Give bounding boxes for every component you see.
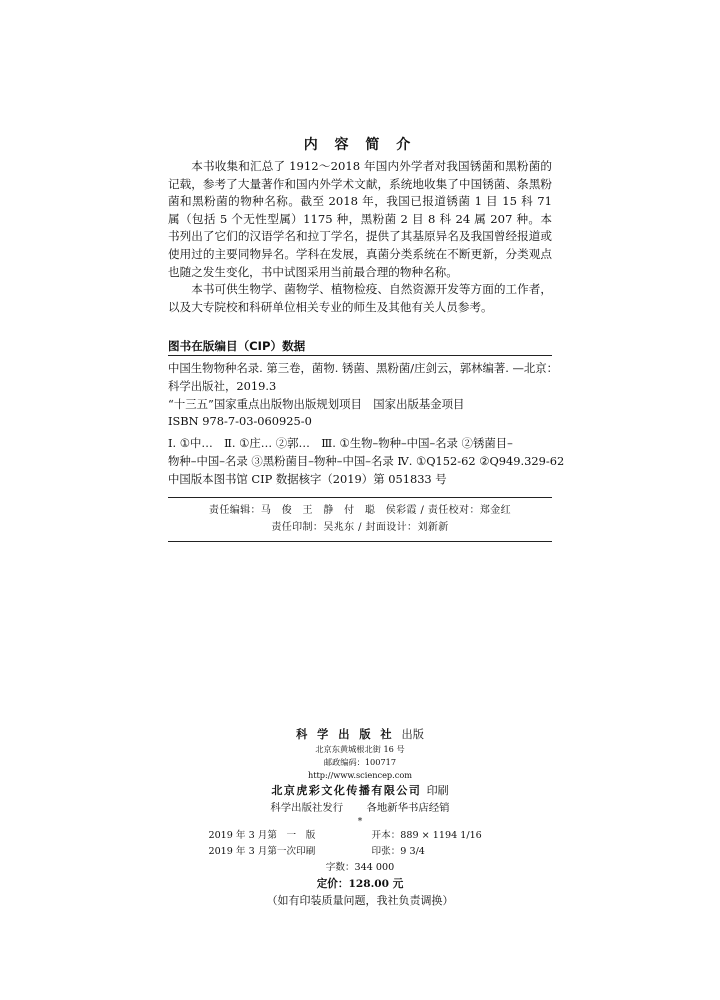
printer-suffix: 印刷 bbox=[426, 784, 449, 797]
sheets-text: 印张：9 3/4 bbox=[371, 846, 425, 857]
printer-line bbox=[0, 782, 720, 800]
distributor: 科学出版社发行 bbox=[270, 802, 344, 814]
credits-divider-bottom bbox=[168, 541, 552, 542]
edition-text: 2019 年 3 月第 一 版 bbox=[208, 830, 316, 841]
publisher-address: 北京东黄城根北街 16 号 bbox=[315, 744, 405, 754]
intro-paragraph-2: 本书可供生物学、菌物学、植物检疫、自然资源开发等方面的工作者，以及大专院校和科研单位相关专业的师生及其他有关人员参考。 bbox=[168, 282, 552, 314]
credits-divider-top bbox=[168, 497, 552, 498]
credits-editors: 责任编辑：马 俊 王 静 付 聪 侯彩霞 / 责任校对：郑金红 bbox=[208, 505, 512, 516]
publisher-suffix: 出版 bbox=[401, 728, 424, 741]
publisher-website: http://www.sciencep.com bbox=[307, 770, 413, 780]
publisher-line bbox=[0, 726, 720, 743]
format-text: 开本：889 × 1194 1/16 bbox=[371, 830, 482, 841]
retailer: 各地新华书店经销 bbox=[366, 802, 450, 814]
publisher-postcode: 邮政编码：100717 bbox=[323, 757, 397, 767]
credits bbox=[168, 502, 552, 536]
publication-info bbox=[0, 726, 720, 910]
quality-notice: （如有印装质量问题，我社负责调换） bbox=[266, 894, 454, 907]
cip-divider-top bbox=[168, 355, 552, 356]
cip-publisher-line: 科学出版社，2019.3 bbox=[168, 378, 277, 393]
cip-number-line: 中国版本图书馆 CIP 数据核字（2019）第 051833 号 bbox=[168, 471, 447, 486]
separator-star: * bbox=[357, 817, 363, 827]
intro-paragraph-1: 本书收集和汇总了 1912～2018 年国内外学者对我国锈菌和黑粉菌的记载，参考了大量著作和国内外学术文献，系统地收集了中国锈菌、条黑粉菌和黑粉菌的物种名称。截至 2018 年，我国已报道锈菌 1 目 15 科 71 属（包括 5 个无性型属）1175 种，黑粉菌 2 目 8 科 24 属 207 种。本书列出了它们的汉语学名和拉丁学名，提供了其基原异名及我国曾经报道或使用过的主要同物异名。学科在发展，真菌分类系统在不断更新，分类观点也随之发生变化，书中试图采用当前最合理的物种名称。 bbox=[168, 159, 552, 279]
cip-isbn-line: ISBN 978-7-03-060925-0 bbox=[168, 414, 312, 429]
credits-production: 责任印制：吴兆东 / 封面设计：刘新新 bbox=[271, 522, 449, 533]
edition-row bbox=[0, 828, 720, 844]
cip-header: 图书在版编目（CIP）数据 bbox=[168, 339, 306, 353]
intro-title: 内 容 简 介 bbox=[303, 137, 417, 153]
printing-text: 2019 年 3 月第一次印刷 bbox=[208, 846, 316, 857]
cip-project-line: “十三五”国家重点出版物出版规划项目 国家出版基金项目 bbox=[168, 396, 465, 411]
intro-section bbox=[168, 158, 552, 316]
cip-subject-line-1: Ⅰ. ①中… Ⅱ. ①庄… ②郭… Ⅲ. ①生物–物种–中国–名录 ②锈菌目– bbox=[168, 436, 513, 451]
distribution-line bbox=[0, 800, 720, 816]
printing-row bbox=[0, 844, 720, 860]
cip-title-line: 中国生物物种名录. 第三卷，菌物. 锈菌、黑粉菌/庄剑云，郭林编著. —北京： bbox=[168, 361, 559, 375]
word-count: 字数：344 000 bbox=[325, 862, 395, 873]
cip-subject-line-2: 物种–中国–名录 ③黑粉菌目–物种–中国–名录 Ⅳ. ①Q152-62 ②Q949.329-62 bbox=[168, 453, 565, 468]
cip-data bbox=[168, 360, 565, 489]
price: 定价：128.00 元 bbox=[316, 878, 404, 890]
printer-name: 北京虎彩文化传播有限公司 bbox=[271, 784, 422, 797]
publisher-name: 科 学 出 版 社 bbox=[296, 727, 395, 741]
